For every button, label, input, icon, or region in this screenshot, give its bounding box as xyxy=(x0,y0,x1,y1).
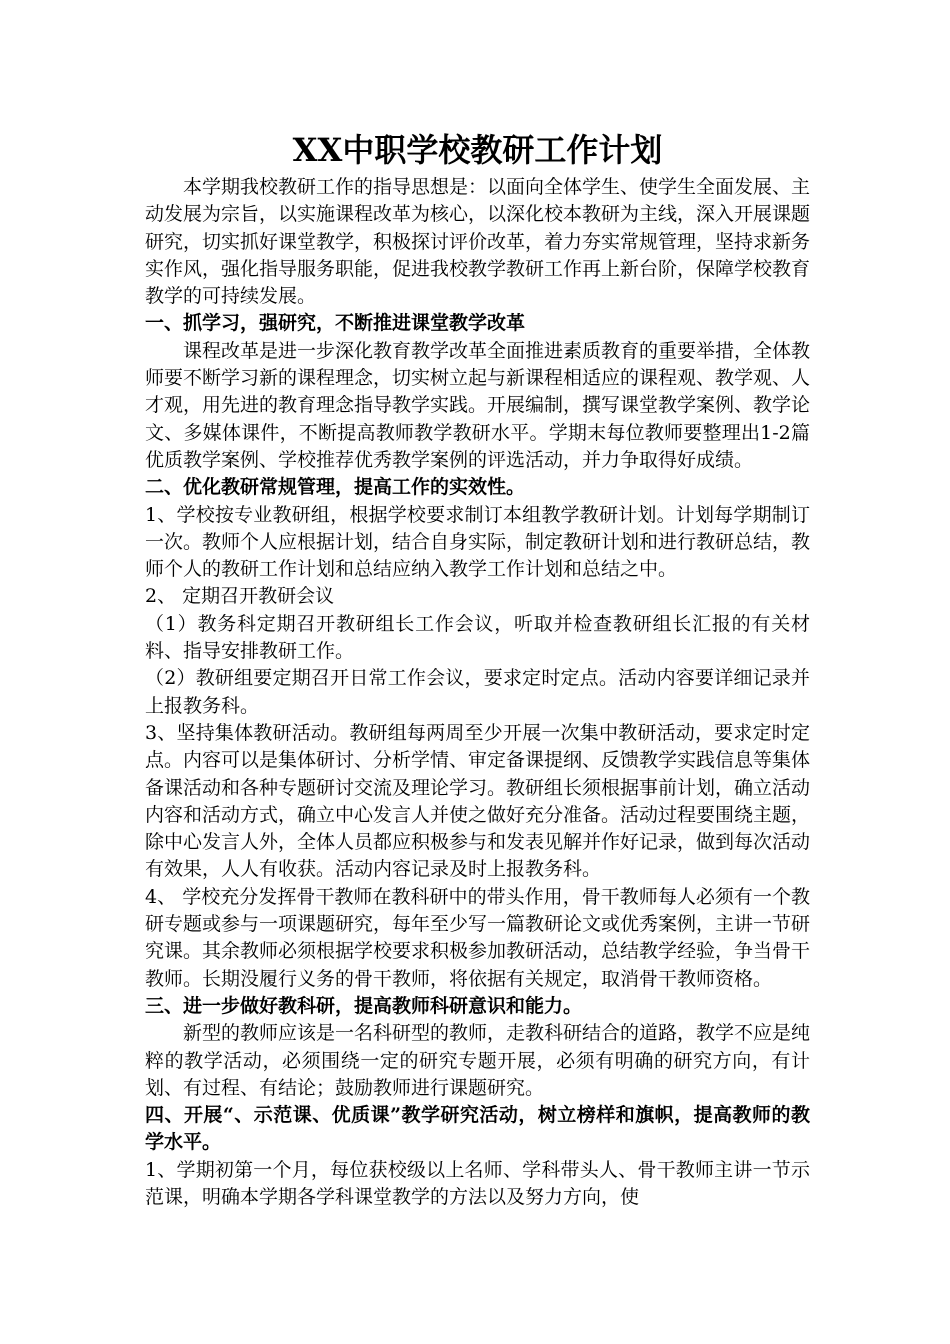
section-2-item-3: 3、坚持集体教研活动。教研组每两周至少开展一次集中教研活动，要求定时定点。内容可以是集体研讨、分析学情、审定备课提纲、反馈教学实践信息等集体备课活动和各种专题研讨交流及理论学习。教研组长须根据事前计划，确立活动内容和活动方式，确立中心发言人并使之做好充分准备。活动过程要围绕主题，除中心发言人外，全体人员都应积极参与和发表见解并作好记录，做到每次活动有效果，人人有收获。活动内容记录及时上报教务科。 xyxy=(145,721,811,881)
section-4-heading: 四、开展“、示范课、优质课”教学研究活动，树立榜样和旗帜，提高教师的教学水平。 xyxy=(145,1104,810,1154)
section-2-heading: 二、优化教研常规管理，提高工作的实效性。 xyxy=(145,476,526,499)
document-page xyxy=(145,128,810,1211)
section-2-item-1: 1、学校按专业教研组，根据学校要求制订本组教学教研计划。计划每学期制订一次。教师个人应根据计划，结合自身实际，制定教研计划和进行教研总结，教师个人的教研工作计划和总结应纳入教学工作计划和总结之中。 xyxy=(145,503,811,581)
section-1-heading: 一、抓学习，强研究，不断推进课堂教学改革 xyxy=(145,312,526,335)
document-title: XX中职学校教研工作计划 xyxy=(292,131,663,169)
section-3-paragraph: 新型的教师应该是一名科研型的教师，走教科研结合的道路，教学不应是纯粹的教学活动，必须围绕一定的研究专题开展，必须有明确的研究方向，有计划、有过程、有结论；鼓励教师进行课题研究。 xyxy=(145,1022,811,1099)
section-2-item-2b: （2）教研组要定期召开日常工作会议，要求定时定点。活动内容要详细记录并上报教务科。 xyxy=(145,667,810,717)
section-2-item-2a: （1）教务科定期召开教研组长工作会议，听取并检查教研组长汇报的有关材料、指导安排教研工作。 xyxy=(145,612,810,663)
intro-paragraph: 本学期我校教研工作的指导思想是：以面向全体学生、使学生全面发展、主动发展为宗旨，以实施课程改革为核心，以深化校本教研为主线，深入开展课题研究，切实抓好课堂教学，积极探讨评价改革，着力夯实常规管理，坚持求新务实作风，强化指导服务职能，促进我校教学教研工作再上新台阶，保障学校教育教学的可持续发展。 xyxy=(145,176,811,308)
section-3-heading: 三、进一步做好教科研，提高教师科研意识和能力。 xyxy=(145,994,583,1017)
section-2-item-2: 2、 定期召开教研会议 xyxy=(145,585,335,608)
section-4-item-1: 1、学期初第一个月，每位获校级以上名师、学科带头人、骨干教师主讲一节示范课，明确本学期各学科课堂教学的方法以及努力方向，使 xyxy=(145,1158,810,1208)
section-1-paragraph: 课程改革是进一步深化教育教学改革全面推进素质教育的重要举措，全体教师要不断学习新的课程理念，切实树立起与新课程相适应的课程观、教学观、人才观，用先进的教育理念指导教学实践。开展编制，撰写课堂教学案例、教学论文、多媒体课件，不断提高教师教学教研水平。学期末每位教师要整理出1-2篇优质教学案例、学校推荐优秀教学案例的评选活动，并力争取得好成绩。 xyxy=(145,339,811,471)
section-2-item-4: 4、 学校充分发挥骨干教师在教科研中的带头作用，骨干教师每人必须有一个教研专题或参与一项课题研究，每年至少写一篇教研论文或优秀案例，主讲一节研究课。其余教师必须根据学校要求积极参加教研活动，总结教学经验，争当骨干教师。长期没履行义务的骨干教师，将依据有关规定，取消骨干教师资格。 xyxy=(145,885,811,990)
